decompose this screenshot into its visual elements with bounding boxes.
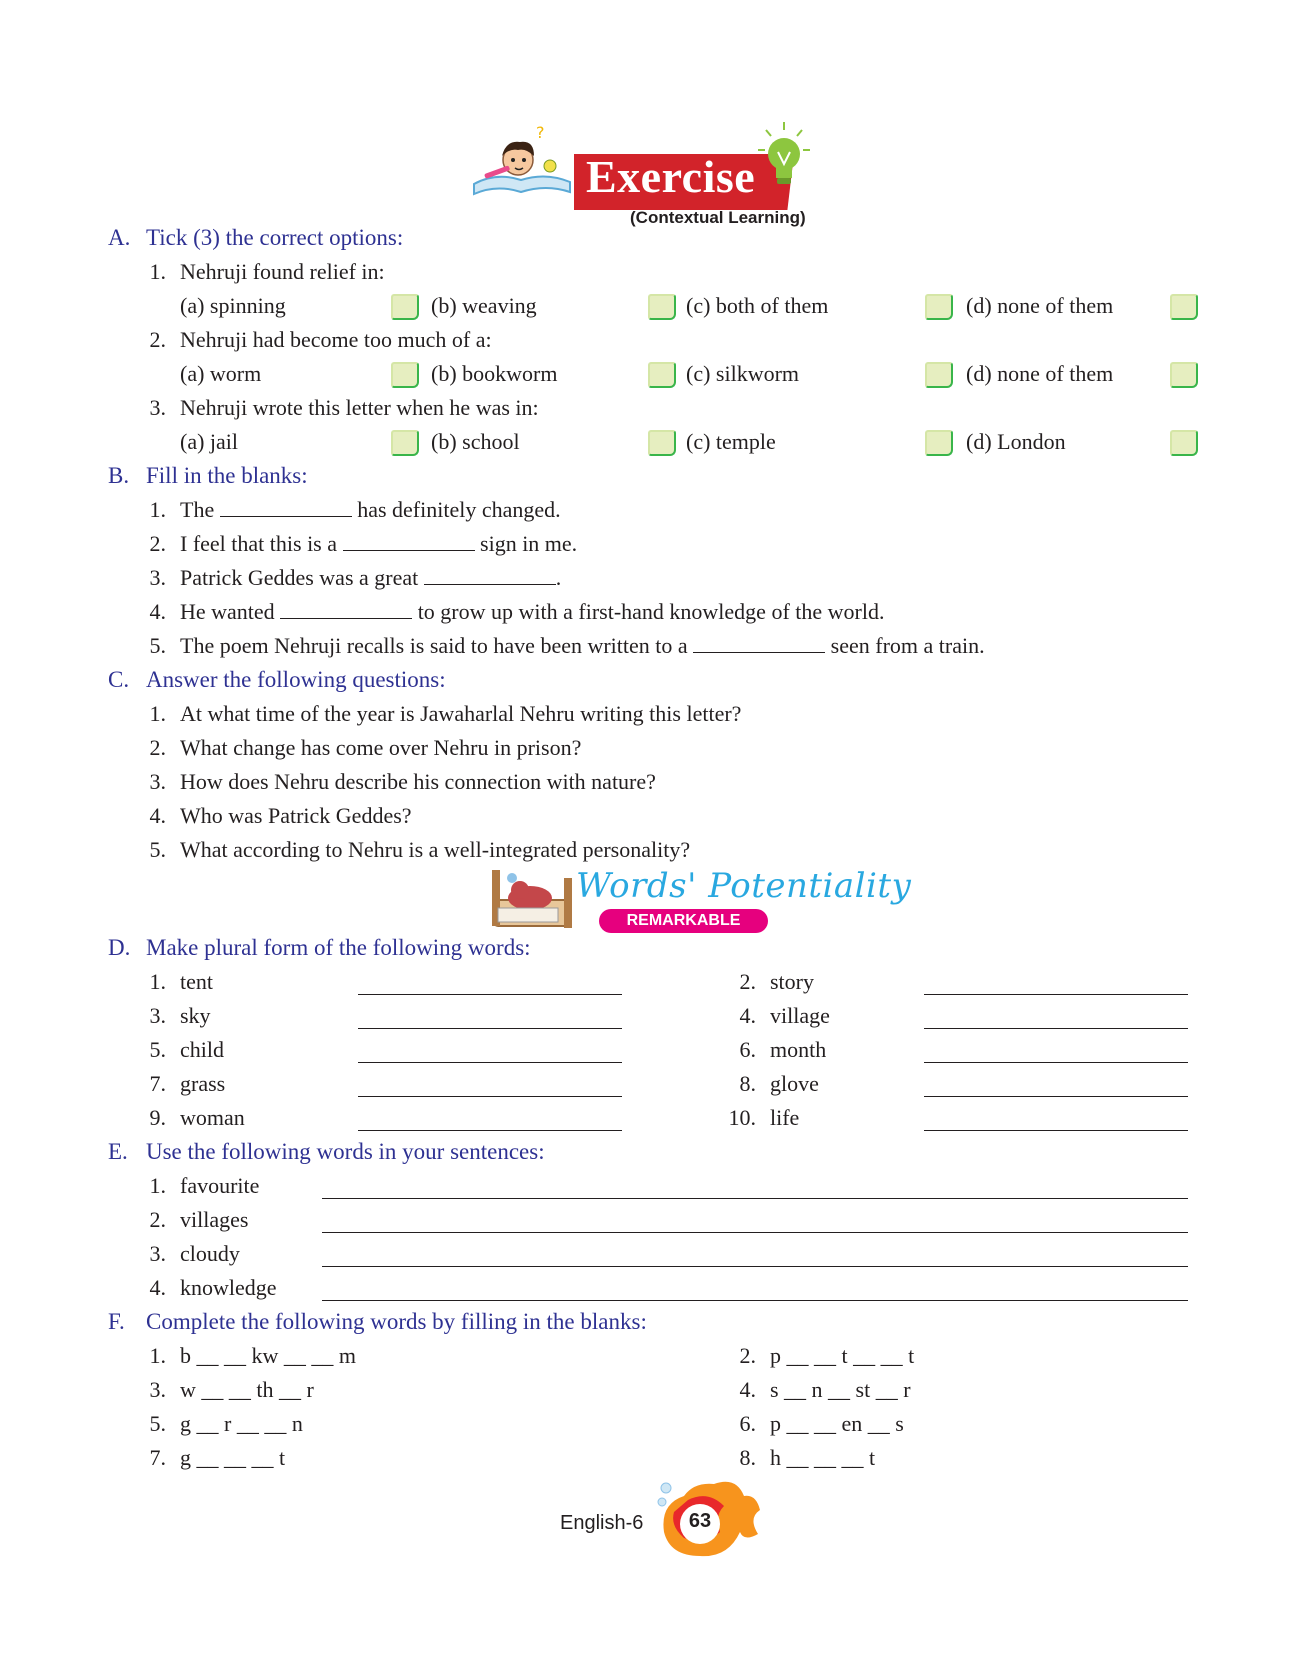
answer-blank[interactable] <box>424 583 556 585</box>
remarkable-study-badge: REMARKABLE STUDY <box>599 909 768 933</box>
option-b: (b) bookworm <box>431 361 558 386</box>
checkbox-3c[interactable] <box>925 430 953 456</box>
word-puzzle-6[interactable]: p __ __ en __ s <box>770 1411 904 1436</box>
checkbox-1d[interactable] <box>1170 294 1198 320</box>
answer-line[interactable] <box>924 994 1188 995</box>
option-a: (a) jail <box>180 429 239 454</box>
option-d: (d) London <box>966 429 1066 454</box>
answer-blank[interactable] <box>343 549 475 551</box>
word-puzzle-5[interactable]: g __ r __ __ n <box>180 1411 303 1436</box>
sentence-line[interactable] <box>322 1232 1188 1233</box>
question-text: Nehruji wrote this letter when he was in: <box>180 395 539 420</box>
question-c-2: What change has come over Nehru in prison? <box>180 735 582 760</box>
option-c: (c) silkworm <box>686 361 800 386</box>
question-c-3: How does Nehru describe his connection with nature? <box>180 769 656 794</box>
checkbox-3a[interactable] <box>391 430 419 456</box>
word-puzzle-3[interactable]: w __ __ th __ r <box>180 1377 314 1402</box>
word-puzzle-4[interactable]: s __ n __ st __ r <box>770 1377 911 1402</box>
checkbox-2b[interactable] <box>648 362 676 388</box>
exercise-title: Exercise <box>586 151 756 202</box>
checkbox-1a[interactable] <box>391 294 419 320</box>
option-d: (d) none of them <box>966 293 1114 318</box>
checkbox-2d[interactable] <box>1170 362 1198 388</box>
answer-line[interactable] <box>924 1130 1188 1131</box>
dog-in-bed-illustration <box>490 868 574 936</box>
checkbox-3b[interactable] <box>648 430 676 456</box>
answer-blank[interactable] <box>280 617 412 619</box>
exercise-subtitle: (Contextual Learning) <box>630 208 806 227</box>
answer-line[interactable] <box>358 1062 622 1063</box>
book-name: English-6 <box>560 1512 644 1534</box>
page-number: 63 <box>688 1510 712 1532</box>
lightbulb-icon <box>756 120 812 196</box>
option-b: (b) school <box>431 429 520 454</box>
checkbox-2a[interactable] <box>391 362 419 388</box>
words-potentiality-title: Words' Potentiality <box>576 866 912 906</box>
question-text: Nehruji found relief in: <box>180 259 385 284</box>
option-c: (c) temple <box>686 429 776 454</box>
checkbox-3d[interactable] <box>1170 430 1198 456</box>
sentence-line[interactable] <box>322 1198 1188 1199</box>
option-c: (c) both of them <box>686 293 829 318</box>
word-puzzle-1[interactable]: b __ __ kw __ __ m <box>180 1343 356 1368</box>
option-d: (d) none of them <box>966 361 1114 386</box>
answer-blank[interactable] <box>693 651 825 653</box>
option-a: (a) worm <box>180 361 262 386</box>
word-puzzle-8[interactable]: h __ __ __ t <box>770 1445 876 1470</box>
answer-line[interactable] <box>358 1096 622 1097</box>
word-puzzle-7[interactable]: g __ __ __ t <box>180 1445 286 1470</box>
answer-line[interactable] <box>924 1028 1188 1029</box>
answer-line[interactable] <box>358 994 622 995</box>
word-puzzle-2[interactable]: p __ __ t __ __ t <box>770 1343 915 1368</box>
answer-line[interactable] <box>358 1028 622 1029</box>
question-c-1: At what time of the year is Jawaharlal Nehru writing this letter? <box>180 701 742 726</box>
option-a: (a) spinning <box>180 293 286 318</box>
question-c-4: Who was Patrick Geddes? <box>180 803 412 828</box>
sentence-line[interactable] <box>322 1300 1188 1301</box>
answer-line[interactable] <box>924 1096 1188 1097</box>
svg-text:?: ? <box>536 126 545 142</box>
checkbox-1c[interactable] <box>925 294 953 320</box>
question-c-5: What according to Nehru is a well-integrated personality? <box>180 837 691 862</box>
answer-line[interactable] <box>924 1062 1188 1063</box>
answer-blank[interactable] <box>220 515 352 517</box>
option-b: (b) weaving <box>431 293 537 318</box>
checkbox-1b[interactable] <box>648 294 676 320</box>
boy-reading-illustration <box>466 126 576 198</box>
checkbox-2c[interactable] <box>925 362 953 388</box>
question-text: Nehruji had become too much of a: <box>180 327 492 352</box>
answer-line[interactable] <box>358 1130 622 1131</box>
sentence-line[interactable] <box>322 1266 1188 1267</box>
